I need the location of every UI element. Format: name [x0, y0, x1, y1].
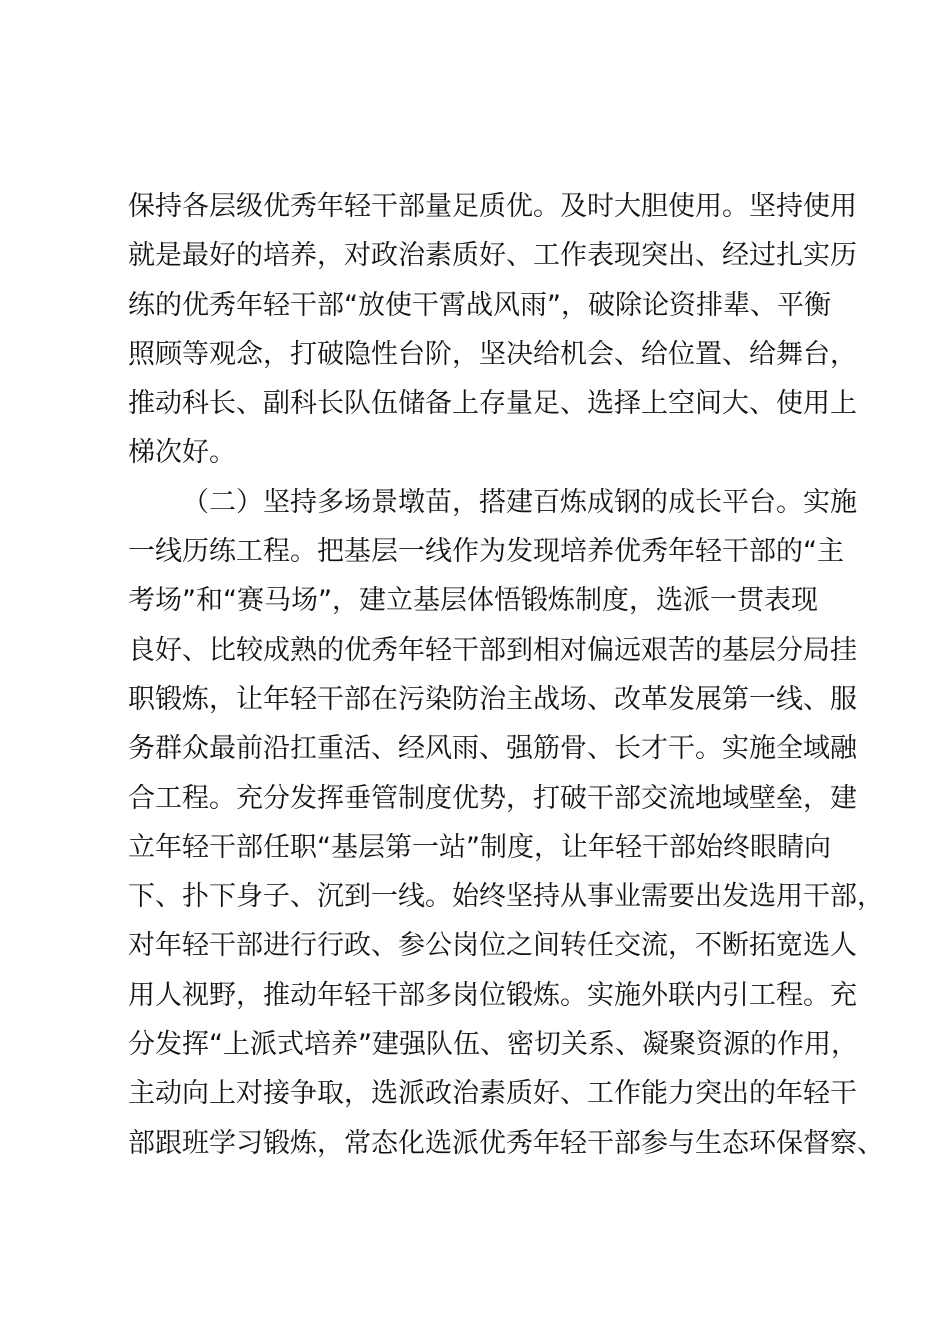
text-line-19: 主动向上对接争取，选派政治素质好、工作能力突出的年轻干 — [128, 1078, 857, 1110]
text-line-5: 推动科长、副科长队伍储备上存量足、选择上空间大、使用上 — [128, 388, 857, 420]
text-line-6: 梯次好。 — [128, 437, 236, 469]
text-line-14: 立年轻干部任职“基层第一站”制度，让年轻干部始终眼睛向 — [128, 831, 831, 863]
text-line-12: 务群众最前沿扛重活、经风雨、强筋骨、长才干。实施全域融 — [128, 733, 857, 765]
text-line-4: 照顾等观念，打破隐性台阶，坚决给机会、给位置、给舞台， — [128, 338, 857, 370]
text-line-20: 部跟班学习锻炼，常态化选派优秀年轻干部参与生态环保督察、 — [128, 1127, 884, 1159]
text-line-18: 分发挥“上派式培养”建强队伍、密切关系、凝聚资源的作用， — [128, 1029, 858, 1061]
text-line-13: 合工程。充分发挥垂管制度优势，打破干部交流地域壁垒，建 — [128, 782, 857, 814]
text-line-1: 保持各层级优秀年轻干部量足质优。及时大胆使用。坚持使用 — [128, 191, 857, 222]
text-line-16: 对年轻干部进行行政、参公岗位之间转任交流，不断拓宽选人 — [128, 930, 857, 962]
text-line-8: 一线历练工程。把基层一线作为发现培养优秀年轻干部的“主 — [128, 536, 844, 568]
section-heading-line: （二）坚持多场景墩苗，搭建百炼成钢的成长平台。实施 — [182, 486, 857, 518]
body-text — [128, 182, 884, 1168]
text-line-15: 下、扑下身子、沉到一线。始终坚持从事业需要出发选用干部， — [128, 881, 884, 913]
text-line-3: 练的优秀年轻干部“放使干霄战风雨”，破除论资排辈、平衡 — [128, 289, 831, 321]
text-line-17: 用人视野，推动年轻干部多岗位锻炼。实施外联内引工程。充 — [128, 979, 857, 1011]
text-line-2: 就是最好的培养，对政治素质好、工作表现突出、经过扎实历 — [128, 240, 857, 272]
text-line-11: 职锻炼，让年轻干部在污染防治主战场、改革发展第一线、服 — [128, 683, 857, 715]
text-line-10: 良好、比较成熟的优秀年轻干部到相对偏远艰苦的基层分局挂 — [128, 634, 857, 666]
text-line-9: 考场”和“赛马场”，建立基层体悟锻炼制度，选派一贯表现 — [128, 585, 818, 617]
